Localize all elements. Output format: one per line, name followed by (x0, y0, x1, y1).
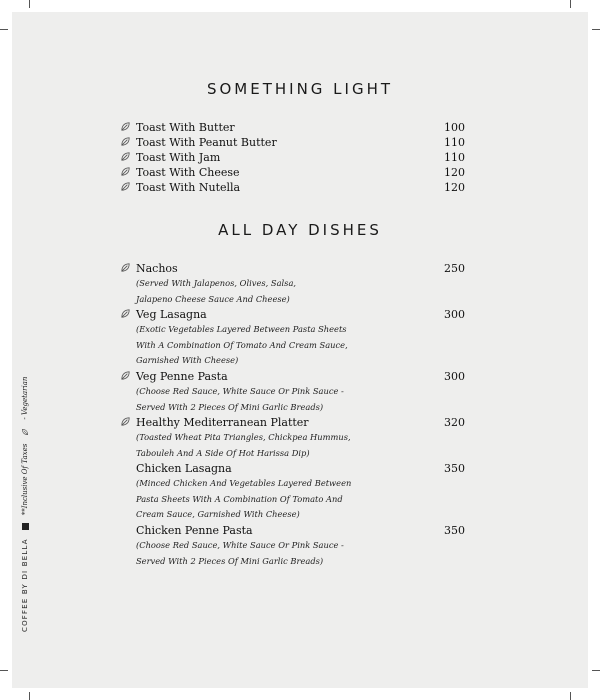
item-name: Toast With Cheese (136, 166, 240, 179)
item-name: Veg Lasagna (136, 308, 207, 321)
side-footer (21, 377, 29, 632)
taxes-note: **Inclusive Of Taxes (21, 443, 29, 516)
menu-item (120, 415, 465, 461)
leaf-icon (120, 308, 131, 319)
leaf-icon (120, 370, 131, 381)
leaf-icon (120, 136, 131, 147)
item-price: 120 (444, 166, 465, 179)
crop-mark (592, 670, 600, 671)
item-name: Chicken Lasagna (136, 462, 232, 475)
item-name: Toast With Peanut Butter (136, 136, 277, 149)
item-name: Toast With Nutella (136, 181, 241, 194)
crop-mark (0, 29, 8, 30)
menu-item (120, 120, 465, 135)
crop-mark (0, 670, 8, 671)
item-description: Pasta Sheets With A Combination Of Tomato And (136, 493, 343, 504)
menu-item (120, 135, 465, 150)
leaf-icon (120, 181, 131, 192)
item-description: (Minced Chicken And Vegetables Layered Between (136, 478, 352, 488)
section-title-all-day-dishes: ALL DAY DISHES (218, 221, 382, 239)
crop-mark (29, 692, 30, 700)
leaf-icon (120, 262, 131, 273)
brand-name: COFFEE BY DI BELLA (21, 538, 29, 632)
item-name: Healthy Mediterranean Platter (136, 416, 309, 429)
item-description: (Exotic Vegetables Layered Between Pasta Sheets (136, 324, 347, 334)
item-description: With A Combination Of Tomato And Cream Sauce, (136, 339, 348, 350)
item-description: (Served With Jalapenos, Olives, Salsa, (136, 278, 297, 288)
crop-mark (570, 0, 571, 8)
item-price: 110 (444, 136, 465, 149)
leaf-icon (120, 416, 131, 427)
item-description: (Choose Red Sauce, White Sauce Or Pink Sauce - (136, 386, 344, 396)
crop-mark (592, 29, 600, 30)
item-price: 250 (444, 262, 465, 275)
leaf-icon (21, 428, 29, 436)
item-price: 300 (444, 308, 465, 321)
item-name: Toast With Butter (136, 121, 235, 134)
item-description: Garnished With Cheese) (136, 355, 239, 365)
item-name: Chicken Penne Pasta (136, 524, 253, 537)
crop-mark (570, 692, 571, 700)
menu-item (120, 165, 465, 180)
leaf-icon (120, 166, 131, 177)
crop-mark (29, 0, 30, 8)
menu-item (120, 261, 465, 307)
item-name: Veg Penne Pasta (136, 370, 228, 383)
leaf-icon (120, 121, 131, 132)
item-description: Served With 2 Pieces Of Mini Garlic Breads) (136, 555, 324, 566)
menu-item (120, 369, 465, 415)
item-description: Served With 2 Pieces Of Mini Garlic Breads) (136, 401, 324, 412)
item-price: 110 (444, 151, 465, 164)
brand-logo-icon (22, 523, 29, 530)
item-price: 320 (444, 416, 465, 429)
menu-item (120, 461, 465, 523)
item-price: 100 (444, 121, 465, 134)
item-name: Toast With Jam (136, 151, 221, 164)
item-price: 350 (444, 462, 465, 475)
item-description: Jalapeno Cheese Sauce And Cheese) (136, 293, 290, 304)
item-description: (Choose Red Sauce, White Sauce Or Pink Sauce - (136, 540, 344, 550)
leaf-icon (120, 151, 131, 162)
menu-item (120, 180, 465, 195)
item-description: Cream Sauce, Garnished With Cheese) (136, 509, 300, 519)
veg-note: - Vegetarian (21, 376, 29, 420)
item-description: (Toasted Wheat Pita Triangles, Chickpea Hummus, (136, 432, 351, 442)
item-price: 300 (444, 370, 465, 383)
menu-item (120, 150, 465, 165)
section-title-something-light: SOMETHING LIGHT (206, 80, 394, 98)
item-name: Nachos (136, 262, 178, 275)
menu-item (120, 523, 465, 569)
item-description: Tabouleh And A Side Of Hot Harissa Dip) (136, 447, 310, 458)
menu-item (120, 307, 465, 369)
item-price: 350 (444, 524, 465, 537)
item-price: 120 (444, 181, 465, 194)
